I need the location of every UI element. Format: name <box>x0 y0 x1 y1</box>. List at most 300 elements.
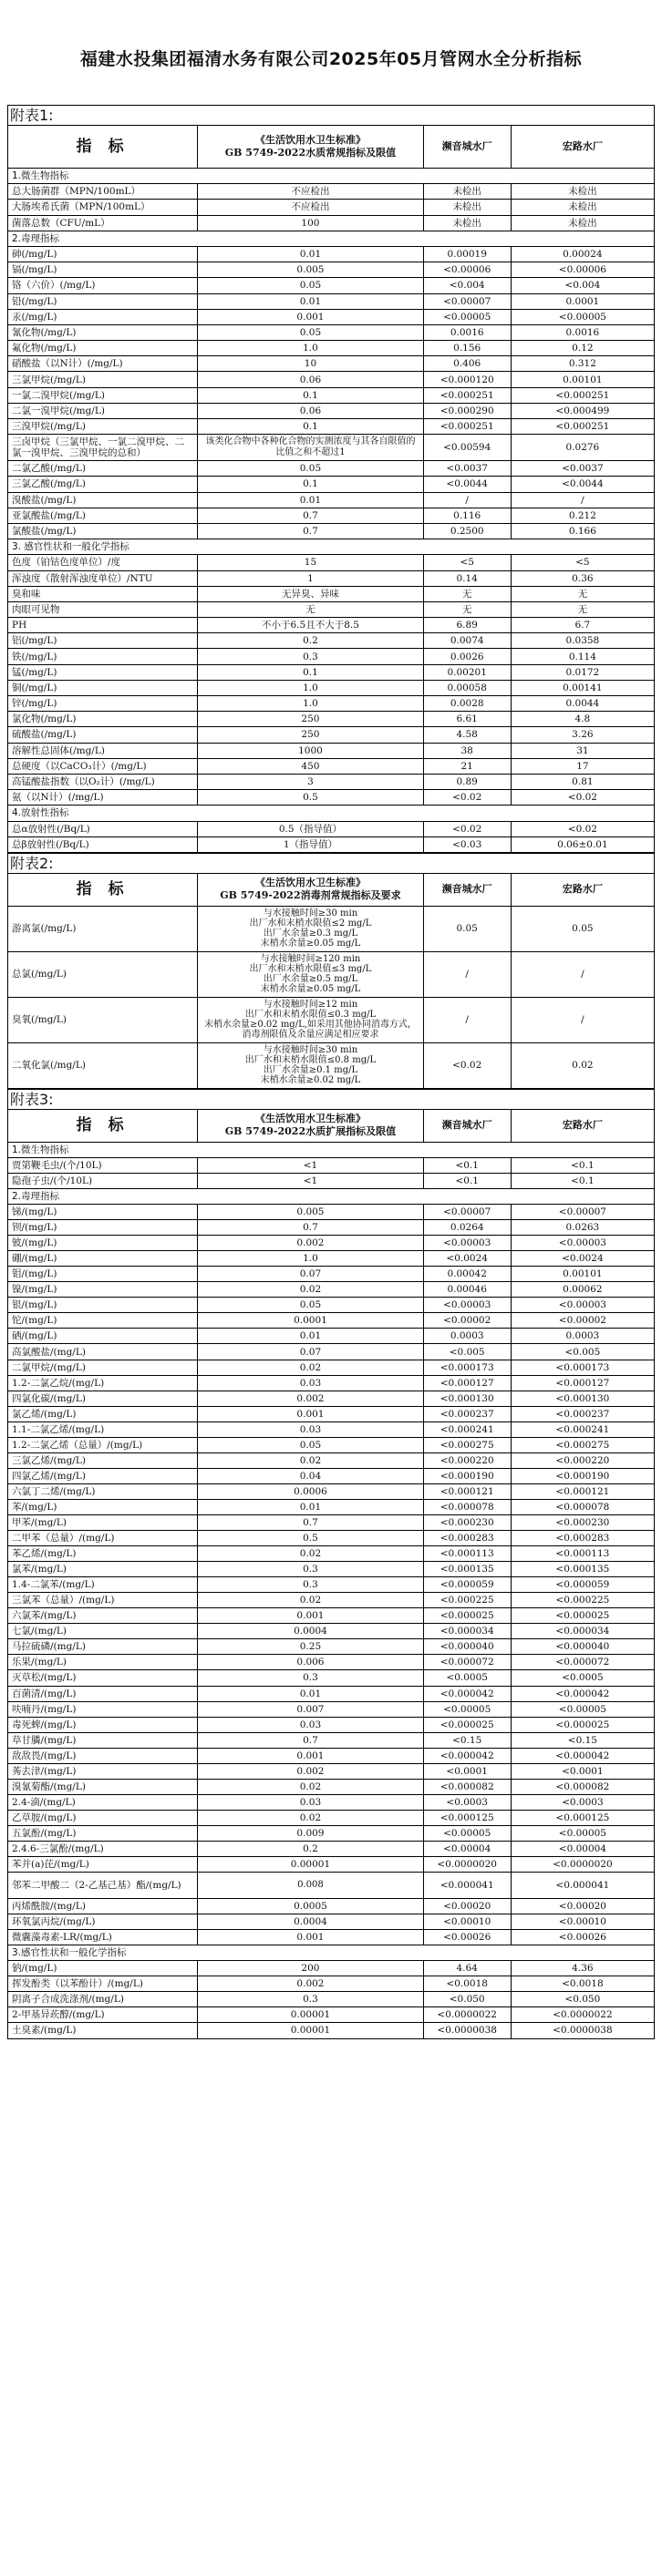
plant1-value: <0.000059 <box>423 1577 511 1593</box>
header-indicator: 指 标 <box>8 1109 198 1142</box>
table-row <box>8 435 655 461</box>
plant1-value: 6.61 <box>423 712 511 727</box>
annex3-table <box>7 1109 655 2039</box>
indicator-name: 丙烯酰胺/(mg/L) <box>8 1899 198 1914</box>
standard-limit: 0.05 <box>198 1437 423 1452</box>
plant1-value: <0.00005 <box>423 309 511 324</box>
standard-limit: 450 <box>198 758 423 774</box>
plant1-value: 未检出 <box>423 215 511 231</box>
indicator-name: 钼/(mg/L) <box>8 1267 198 1282</box>
plant2-value: / <box>511 492 654 508</box>
indicator-name: PH <box>8 618 198 633</box>
standard-limit: 0.02 <box>198 1452 423 1468</box>
table-row <box>8 1794 655 1810</box>
indicator-name: 锌(/mg/L) <box>8 696 198 712</box>
plant1-value: 4.64 <box>423 1961 511 1976</box>
plant2-value: <0.0000020 <box>511 1857 654 1873</box>
table-row <box>8 372 655 387</box>
table-row <box>8 570 655 586</box>
standard-limit: 不小于6.5且不大于8.5 <box>198 618 423 633</box>
plant2-value: <0.0003 <box>511 1794 654 1810</box>
indicator-name: 总大肠菌群（MPN/100mL） <box>8 184 198 200</box>
plant2-value: 0.0044 <box>511 696 654 712</box>
standard-limit: 0.07 <box>198 1267 423 1282</box>
standard-limit: 0.002 <box>198 1236 423 1251</box>
plant2-value: <0.000499 <box>511 403 654 418</box>
indicator-name: 汞(/mg/L) <box>8 309 198 324</box>
plant1-value: / <box>423 951 511 997</box>
table-row <box>8 523 655 539</box>
section-title: 3.感官性状和一般化学指标 <box>8 1945 655 1961</box>
table-row <box>8 508 655 523</box>
plant1-value: <0.02 <box>423 821 511 836</box>
standard-limit: 与水接触时间≥120 min 出厂水和末梢水限值≤3 mg/L 出厂水余量≥0.5 mg/L 末梢水余量≥0.05 mg/L <box>198 951 423 997</box>
indicator-name: 三溴甲烷(/mg/L) <box>8 419 198 435</box>
plant2-value: <0.000042 <box>511 1686 654 1701</box>
plant1-value: <0.0018 <box>423 1976 511 1992</box>
plant2-value: 3.26 <box>511 727 654 743</box>
standard-limit: 0.009 <box>198 1825 423 1841</box>
table-row <box>8 633 655 649</box>
standard-limit: 不应检出 <box>198 184 423 200</box>
plant2-value: 0.12 <box>511 341 654 356</box>
section-title: 2.毒理指标 <box>8 231 655 246</box>
table-row <box>8 1157 655 1173</box>
plant2-value: 0.00141 <box>511 680 654 695</box>
indicator-name: 溴酸盐(/mg/L) <box>8 492 198 508</box>
plant2-value: 17 <box>511 758 654 774</box>
table-row <box>8 1655 655 1670</box>
indicator-name: 环氧氯丙烷/(mg/L) <box>8 1914 198 1930</box>
indicator-name: 一氯二溴甲烷(/mg/L) <box>8 387 198 403</box>
plant2-value: <0.0005 <box>511 1670 654 1686</box>
plant2-value: <0.0044 <box>511 477 654 492</box>
plant1-value: 0.0264 <box>423 1220 511 1236</box>
section-row <box>8 1945 655 1961</box>
standard-limit: 0.02 <box>198 1546 423 1562</box>
header-plant1: 濒音城水厂 <box>423 126 511 169</box>
plant1-value: <0.000042 <box>423 1686 511 1701</box>
table-row <box>8 1421 655 1437</box>
indicator-name: 大肠埃希氏菌（MPN/100mL） <box>8 200 198 215</box>
plant1-value: <0.1 <box>423 1173 511 1188</box>
indicator-name: 硼/(mg/L) <box>8 1251 198 1267</box>
plant1-value: <0.000040 <box>423 1639 511 1655</box>
table-row <box>8 1593 655 1608</box>
table-row <box>8 1267 655 1282</box>
table-row <box>8 821 655 836</box>
header-standard: 《生活饮用水卫生标准》 GB 5749-2022水质常规指标及限值 <box>198 126 423 169</box>
standard-limit: 0.001 <box>198 1748 423 1763</box>
plant1-value: <0.000072 <box>423 1655 511 1670</box>
indicator-name: 浑浊度（散射浑浊度单位）/NTU <box>8 570 198 586</box>
indicator-name: 锑/(mg/L) <box>8 1205 198 1220</box>
table-row <box>8 1961 655 1976</box>
indicator-name: 乐果/(mg/L) <box>8 1655 198 1670</box>
plant1-value: <0.000225 <box>423 1593 511 1608</box>
plant2-value: 0.81 <box>511 774 654 789</box>
table-row <box>8 1251 655 1267</box>
table-row <box>8 341 655 356</box>
standard-limit: 0.005 <box>198 1205 423 1220</box>
indicator-name: 氨（以N计）(/mg/L) <box>8 790 198 806</box>
plant2-value: 0.00024 <box>511 246 654 262</box>
table-row <box>8 387 655 403</box>
plant2-value: <0.000125 <box>511 1810 654 1825</box>
plant2-value: <0.0000038 <box>511 2023 654 2038</box>
plant2-value: 未检出 <box>511 215 654 231</box>
table-row <box>8 712 655 727</box>
plant1-value: 4.58 <box>423 727 511 743</box>
plant1-value: 0.406 <box>423 356 511 372</box>
plant1-value: 未检出 <box>423 200 511 215</box>
plant1-value: <0.000025 <box>423 1717 511 1732</box>
plant2-value: <0.00010 <box>511 1914 654 1930</box>
plant1-value: <0.000042 <box>423 1748 511 1763</box>
plant1-value: 无 <box>423 601 511 617</box>
indicator-name: 色度（铂钴色度单位）/度 <box>8 555 198 570</box>
plant1-value: <0.000251 <box>423 419 511 435</box>
indicator-name: 敌敌畏/(mg/L) <box>8 1748 198 1763</box>
plant1-value: 0.156 <box>423 341 511 356</box>
indicator-name: 钡/(mg/L) <box>8 1220 198 1236</box>
table-row <box>8 477 655 492</box>
table-row <box>8 1930 655 1945</box>
indicator-name: 百菌清/(mg/L) <box>8 1686 198 1701</box>
plant2-value: <0.02 <box>511 790 654 806</box>
indicator-name: 2.4-滴/(mg/L) <box>8 1794 198 1810</box>
plant2-value: 4.36 <box>511 1961 654 1976</box>
standard-limit: 与水接触时间≥12 min 出厂水和末梢水限值≤0.3 mg/L 末梢水余量≥0.02 mg/L,如采用其他协同消毒方式，消毒剂限值及余量应满足相应要求 <box>198 997 423 1042</box>
standard-limit: 0.001 <box>198 1608 423 1624</box>
plant1-value: 0.0003 <box>423 1329 511 1344</box>
indicator-name: 总硬度（以CaCO₃计）(/mg/L) <box>8 758 198 774</box>
plant1-value: <0.0000038 <box>423 2023 511 2038</box>
indicator-name: 苯/(mg/L) <box>8 1499 198 1514</box>
plant1-value: 0.00046 <box>423 1282 511 1298</box>
standard-limit: 0.3 <box>198 1577 423 1593</box>
plant2-value: <0.00002 <box>511 1313 654 1329</box>
plant1-value: 0.05 <box>423 906 511 951</box>
standard-limit: 0.001 <box>198 309 423 324</box>
plant1-value: 0.00058 <box>423 680 511 695</box>
annex3-label: 附表3: <box>7 1089 655 1109</box>
plant2-value: <0.0037 <box>511 461 654 477</box>
indicator-name: 三氯甲烷(/mg/L) <box>8 372 198 387</box>
indicator-name: 肉眼可见物 <box>8 601 198 617</box>
standard-limit: 0.001 <box>198 1930 423 1945</box>
indicator-name: 硒/(mg/L) <box>8 1329 198 1344</box>
indicator-name: 银/(mg/L) <box>8 1298 198 1313</box>
indicator-name: 四氯乙烯/(mg/L) <box>8 1468 198 1483</box>
indicator-name: 氯酸盐(/mg/L) <box>8 523 198 539</box>
indicator-name: 莠去津/(mg/L) <box>8 1763 198 1779</box>
table-row <box>8 1220 655 1236</box>
table-row <box>8 1562 655 1577</box>
plant2-value: <0.00006 <box>511 262 654 278</box>
indicator-name: 镍/(mg/L) <box>8 1282 198 1298</box>
plant1-value: <0.00004 <box>423 1841 511 1856</box>
table-row <box>8 2023 655 2038</box>
plant2-value: <0.000237 <box>511 1406 654 1421</box>
standard-limit: 0.07 <box>198 1344 423 1360</box>
plant2-value: 0.166 <box>511 523 654 539</box>
standard-limit: 0.04 <box>198 1468 423 1483</box>
table-row <box>8 1748 655 1763</box>
indicator-name: 挥发酚类（以苯酚计）/(mg/L) <box>8 1976 198 1992</box>
section-row <box>8 1142 655 1157</box>
plant2-value: 0.0358 <box>511 633 654 649</box>
plant2-value: <0.000025 <box>511 1717 654 1732</box>
table-row <box>8 664 655 680</box>
indicator-name: 臭氧(/mg/L) <box>8 997 198 1042</box>
plant1-value: <0.00002 <box>423 1313 511 1329</box>
indicator-name: 二甲苯（总量）/(mg/L) <box>8 1531 198 1546</box>
indicator-name: 总氯(/mg/L) <box>8 951 198 997</box>
standard-limit: 0.00001 <box>198 1857 423 1873</box>
standard-limit: 与水接触时间≥30 min 出厂水和末梢水限值≤2 mg/L 出厂水余量≥0.3 mg/L 末梢水余量≥0.05 mg/L <box>198 906 423 951</box>
plant1-value: 0.00042 <box>423 1267 511 1282</box>
indicator-name: 乙草胺/(mg/L) <box>8 1810 198 1825</box>
indicator-name: 铍/(mg/L) <box>8 1236 198 1251</box>
indicator-name: 1.2-二氯乙烯（总量）/(mg/L) <box>8 1437 198 1452</box>
plant1-value: <0.15 <box>423 1732 511 1748</box>
standard-limit: 0.002 <box>198 1391 423 1406</box>
indicator-name: 五氯酚/(mg/L) <box>8 1825 198 1841</box>
plant2-value: <0.00005 <box>511 1825 654 1841</box>
table-row <box>8 1976 655 1992</box>
standard-limit: 0.00001 <box>198 2007 423 2023</box>
plant1-value: <0.000034 <box>423 1624 511 1639</box>
plant2-value: 0.0263 <box>511 1220 654 1236</box>
indicator-name: 三氯苯（总量）/(mg/L) <box>8 1593 198 1608</box>
plant1-value: <0.000041 <box>423 1873 511 1899</box>
plant2-value: 4.8 <box>511 712 654 727</box>
standard-limit: 100 <box>198 215 423 231</box>
table-row <box>8 1313 655 1329</box>
plant2-value: / <box>511 997 654 1042</box>
table-row <box>8 1779 655 1794</box>
indicator-name: 二氯一溴甲烷(/mg/L) <box>8 403 198 418</box>
plant1-value: <0.0000022 <box>423 2007 511 2023</box>
standard-limit: 0.3 <box>198 1670 423 1686</box>
plant1-value: 38 <box>423 743 511 758</box>
indicator-name: 土臭素/(mg/L) <box>8 2023 198 2038</box>
standard-limit: 0.006 <box>198 1655 423 1670</box>
table-row <box>8 1173 655 1188</box>
table-row <box>8 836 655 852</box>
standard-limit: 0.7 <box>198 1515 423 1531</box>
standard-limit: 0.3 <box>198 649 423 664</box>
indicator-name: 2.4.6-三氯酚/(mg/L) <box>8 1841 198 1856</box>
table-row <box>8 1468 655 1483</box>
standard-limit: 0.2 <box>198 1841 423 1856</box>
standard-limit: <1 <box>198 1157 423 1173</box>
plant1-value: <0.000113 <box>423 1546 511 1562</box>
standard-limit: 0.7 <box>198 523 423 539</box>
header-standard: 《生活饮用水卫生标准》 GB 5749-2022水质扩展指标及限值 <box>198 1109 423 1142</box>
plant1-value: 6.89 <box>423 618 511 633</box>
header-plant1: 濒音城水厂 <box>423 873 511 906</box>
plant1-value: <5 <box>423 555 511 570</box>
plant2-value: <0.00003 <box>511 1298 654 1313</box>
section-title: 1.微生物指标 <box>8 169 655 184</box>
standard-limit: 0.5 <box>198 1531 423 1546</box>
standard-limit: 0.06 <box>198 372 423 387</box>
plant1-value: <0.000135 <box>423 1562 511 1577</box>
plant1-value: <0.000082 <box>423 1779 511 1794</box>
annex1-label: 附表1: <box>7 105 655 125</box>
standard-limit: 0.3 <box>198 1562 423 1577</box>
plant1-value: <0.000127 <box>423 1375 511 1391</box>
plant1-value: <0.00020 <box>423 1899 511 1914</box>
plant2-value: 0.0172 <box>511 664 654 680</box>
section-row <box>8 231 655 246</box>
section-row <box>8 1189 655 1205</box>
table-row <box>8 262 655 278</box>
header-plant2: 宏路水厂 <box>511 126 654 169</box>
indicator-name: 氯化物(/mg/L) <box>8 712 198 727</box>
standard-limit: 0.02 <box>198 1779 423 1794</box>
table-row <box>8 696 655 712</box>
plant2-value: 0.36 <box>511 570 654 586</box>
plant2-value: 未检出 <box>511 200 654 215</box>
plant2-value: <0.000190 <box>511 1468 654 1483</box>
table-row <box>8 618 655 633</box>
table-row <box>8 774 655 789</box>
table-row <box>8 1577 655 1593</box>
plant1-value: <0.000173 <box>423 1360 511 1375</box>
header-indicator: 指 标 <box>8 873 198 906</box>
table-row <box>8 1406 655 1421</box>
plant2-value: 无 <box>511 586 654 601</box>
section-title: 3. 感官性状和一般化学指标 <box>8 539 655 555</box>
standard-limit: 0.002 <box>198 1763 423 1779</box>
standard-limit: 0.7 <box>198 508 423 523</box>
indicator-name: 灭草松/(mg/L) <box>8 1670 198 1686</box>
indicator-name: 铁(/mg/L) <box>8 649 198 664</box>
table-row <box>8 1608 655 1624</box>
annex2-table <box>7 873 655 1089</box>
table-row <box>8 727 655 743</box>
indicator-name: 六氯丁二烯/(mg/L) <box>8 1483 198 1499</box>
plant2-value: 0.0016 <box>511 324 654 340</box>
indicator-name: 隐孢子虫/(个/10L) <box>8 1173 198 1188</box>
plant1-value: <0.000230 <box>423 1515 511 1531</box>
plant2-value: 31 <box>511 743 654 758</box>
plant2-value: <0.00007 <box>511 1205 654 1220</box>
standard-limit: 0.0006 <box>198 1483 423 1499</box>
standard-limit: 0.05 <box>198 278 423 293</box>
standard-limit: <1 <box>198 1173 423 1188</box>
indicator-name: 高氯酸盐/(mg/L) <box>8 1344 198 1360</box>
page-title: 福建水投集团福清水务有限公司2025年05月管网水全分析指标 <box>79 49 583 69</box>
standard-limit: 0.01 <box>198 293 423 309</box>
table-row <box>8 278 655 293</box>
plant1-value: / <box>423 997 511 1042</box>
plant2-value: <0.00004 <box>511 1841 654 1856</box>
standard-limit: 0.001 <box>198 1406 423 1421</box>
indicator-name: 总α放射性(/Bq/L) <box>8 821 198 836</box>
plant2-value: <0.000113 <box>511 1546 654 1562</box>
standard-limit: 1.0 <box>198 696 423 712</box>
table-row <box>8 1329 655 1344</box>
plant2-value: <0.000078 <box>511 1499 654 1514</box>
standard-limit: 0.06 <box>198 403 423 418</box>
indicator-name: 二氯乙酸(/mg/L) <box>8 461 198 477</box>
plant2-value: <0.00026 <box>511 1930 654 1945</box>
table-row <box>8 1873 655 1899</box>
standard-limit: 0.03 <box>198 1717 423 1732</box>
plant2-value: <0.000225 <box>511 1593 654 1608</box>
table-row <box>8 2007 655 2023</box>
table-row <box>8 1236 655 1251</box>
standard-limit: 15 <box>198 555 423 570</box>
section-row <box>8 806 655 821</box>
table-row <box>8 555 655 570</box>
indicator-name: 三卤甲烷（三氯甲烷、一氯二溴甲烷、二氯一溴甲烷、三溴甲烷的总和） <box>8 435 198 461</box>
table-row <box>8 1701 655 1717</box>
plant2-value: <0.000042 <box>511 1748 654 1763</box>
plant1-value: <0.000130 <box>423 1391 511 1406</box>
plant1-value: <0.005 <box>423 1344 511 1360</box>
plant2-value: 0.05 <box>511 906 654 951</box>
table-row <box>8 1899 655 1914</box>
plant2-value: <0.0024 <box>511 1251 654 1267</box>
plant1-value: 0.00201 <box>423 664 511 680</box>
standard-limit: 0.03 <box>198 1794 423 1810</box>
indicator-name: 呋喃丹/(mg/L) <box>8 1701 198 1717</box>
table-row <box>8 1639 655 1655</box>
plant1-value: <0.000220 <box>423 1452 511 1468</box>
indicator-name: 游离氯(/mg/L) <box>8 906 198 951</box>
standard-limit: 0.007 <box>198 1701 423 1717</box>
plant2-value: 0.0003 <box>511 1329 654 1344</box>
table-row <box>8 1717 655 1732</box>
plant1-value: <0.00007 <box>423 293 511 309</box>
table-row <box>8 951 655 997</box>
plant1-value: <0.000125 <box>423 1810 511 1825</box>
standard-limit: 0.0001 <box>198 1313 423 1329</box>
header-plant2: 宏路水厂 <box>511 873 654 906</box>
standard-limit: 0.0004 <box>198 1624 423 1639</box>
standard-limit: 0.05 <box>198 461 423 477</box>
annex1-table <box>7 125 655 853</box>
indicator-name: 三氯乙酸(/mg/L) <box>8 477 198 492</box>
plant1-value: <0.00010 <box>423 1914 511 1930</box>
indicator-name: 钠/(mg/L) <box>8 1961 198 1976</box>
plant1-value: <0.0001 <box>423 1763 511 1779</box>
table-row <box>8 790 655 806</box>
indicator-name: 氯乙烯/(mg/L) <box>8 1406 198 1421</box>
plant2-value: <0.15 <box>511 1732 654 1748</box>
header-plant1: 濒音城水厂 <box>423 1109 511 1142</box>
table-row <box>8 1499 655 1514</box>
plant2-value: 无 <box>511 601 654 617</box>
plant2-value: <0.050 <box>511 1992 654 2007</box>
table-row <box>8 758 655 774</box>
standard-limit: 1.0 <box>198 1251 423 1267</box>
standard-limit: 0.7 <box>198 1220 423 1236</box>
indicator-name: 砷(/mg/L) <box>8 246 198 262</box>
plant2-value: <0.000230 <box>511 1515 654 1531</box>
plant1-value: <0.00003 <box>423 1236 511 1251</box>
table-row <box>8 1515 655 1531</box>
table-row <box>8 906 655 951</box>
indicator-name: 马拉硫磷/(mg/L) <box>8 1639 198 1655</box>
indicator-name: 贾第鞭毛虫/(个/10L) <box>8 1157 198 1173</box>
plant2-value: <0.02 <box>511 821 654 836</box>
